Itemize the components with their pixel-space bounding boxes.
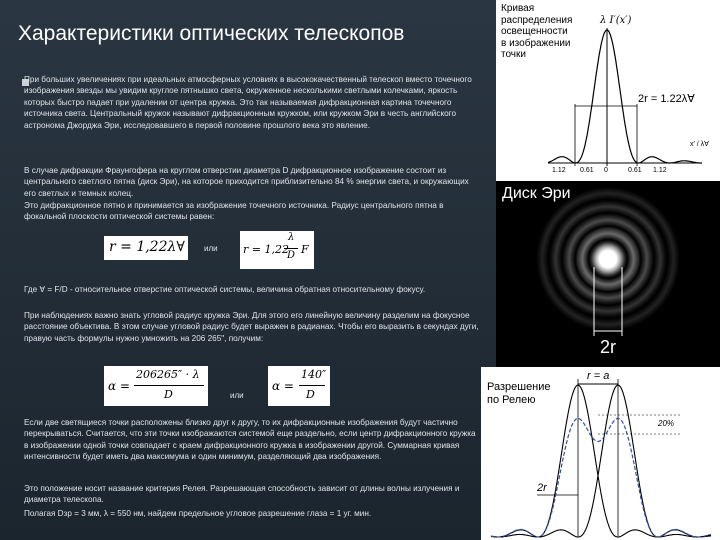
intensity-curve-plot — [496, 0, 720, 181]
paragraph-rayleigh: Это положение носит название критерия Релея. Разрешающая способность зависит от длины волны излучения и диаметра телескопа. — [24, 484, 460, 505]
formula-angular-radius: α = 206265″ · λ D — [104, 366, 208, 406]
airy-disk-size-label: 2r — [600, 337, 617, 357]
tick-label: 0.61 — [628, 167, 642, 174]
curve-annotation: 2r = 1.22λ∀ — [638, 93, 695, 105]
rayleigh-plot — [481, 367, 720, 540]
rayleigh-title: Разрешение по Релею — [487, 381, 551, 406]
tick-label: 1.12 — [653, 167, 667, 174]
rayleigh-percent-label: 20% — [658, 419, 675, 428]
intensity-curve — [548, 30, 702, 163]
or-label: или — [204, 244, 218, 253]
paragraph-fraunhofer: В случае дифракции Фраунгофера на круглом отверстии диаметра D дифракционное изображение состоит из центрального светлого пятна (диск Эри), на которое приходится приблизительно 84 % энергии света, и окружающих его светлых и темных колец. — [24, 166, 469, 198]
paragraph-angular-radius: При наблюдениях важно знать угловой радиус кружка Эри. Для этого его линейную величину разделим на фокусное расстояние объектива. В этом случае угловой радиус будет выражен в радианах. Чтобы его выразить в секундах дуги, правую часть формулы нужно умножить на 206 265", получим: — [24, 311, 479, 343]
tick-label: 1.12 — [552, 167, 566, 174]
paragraph-eye-resolution: Полагая Dзр = 3 мм, λ = 550 нм, найдем предельное угловое разрешение глаза = 1 уг. мин. — [24, 509, 372, 518]
paragraph-airy-intro: При больших увеличениях при идеальных атмосферных условиях в высококачественный телескоп вместо точечного изображения звезды мы увидим круглое пятнышко света, окруженное несколькими светлыми колечками, яркость которых быстро падает при удалении от центра кружка. Это так называемая дифракционная картина точечного источника света. Центральный кружок называют дифракционным кружком, или кружком Эри в честь английского астронома Джорджа Эри, исследовавшего в первой половине прошлого века это явление. — [24, 75, 472, 130]
paragraph-radius: Это дифракционное пятно и принимается за изображение точечного источника. Радиус центрального пятна в фокальной плоскости оптической системы равен: — [24, 201, 444, 222]
curve-axis-label: λ I′(x′) — [600, 15, 632, 26]
intensity-curve-panel — [496, 0, 720, 181]
paragraph-overlap: Если две светящиеся точки расположены близко друг к другу, то их дифракционные изображения будут частично перекрываться. Считается, что эти точки изображаются системой еще раздельно, если центр дифракционного кружка в изображении одной точки совпадает с краем дифракционного кружка в изображении другой. Суммарная кривая интенсивности будет иметь два максимума и один минимум, разделяющий два изображения. — [24, 418, 476, 462]
rayleigh-width-label: 2r — [537, 482, 547, 494]
formula-radius-focal: r = 1,22 λ D F — [240, 231, 314, 269]
curve-x-axis-label: x′ / λ∀ — [690, 141, 709, 148]
page-title: Характеристики оптических телескопов — [18, 22, 405, 45]
or-label-2: или — [230, 391, 244, 400]
airy-disk-panel — [496, 181, 720, 367]
curve-panel-label: Кривая распределения освещенности в изображении точки — [501, 3, 573, 60]
rayleigh-panel — [481, 367, 720, 540]
rayleigh-curve-2 — [491, 385, 711, 537]
paragraph-relative-aperture: Где ∀ = F/D - относительное отверстие оптической системы, величина обратная относительному фокусу. — [24, 285, 426, 294]
formula-angular-radius-short: α = 140″ D — [268, 366, 330, 406]
rayleigh-curve-1 — [491, 385, 711, 537]
airy-disk-title: Диск Эри — [502, 185, 571, 202]
formula-radius-linear: r = 1,22λ∀ — [104, 236, 188, 260]
rayleigh-top-label: r = a — [587, 370, 610, 382]
rayleigh-sum-curve — [491, 418, 711, 537]
tick-label: 0.61 — [580, 167, 594, 174]
tick-label: 0 — [604, 167, 608, 174]
